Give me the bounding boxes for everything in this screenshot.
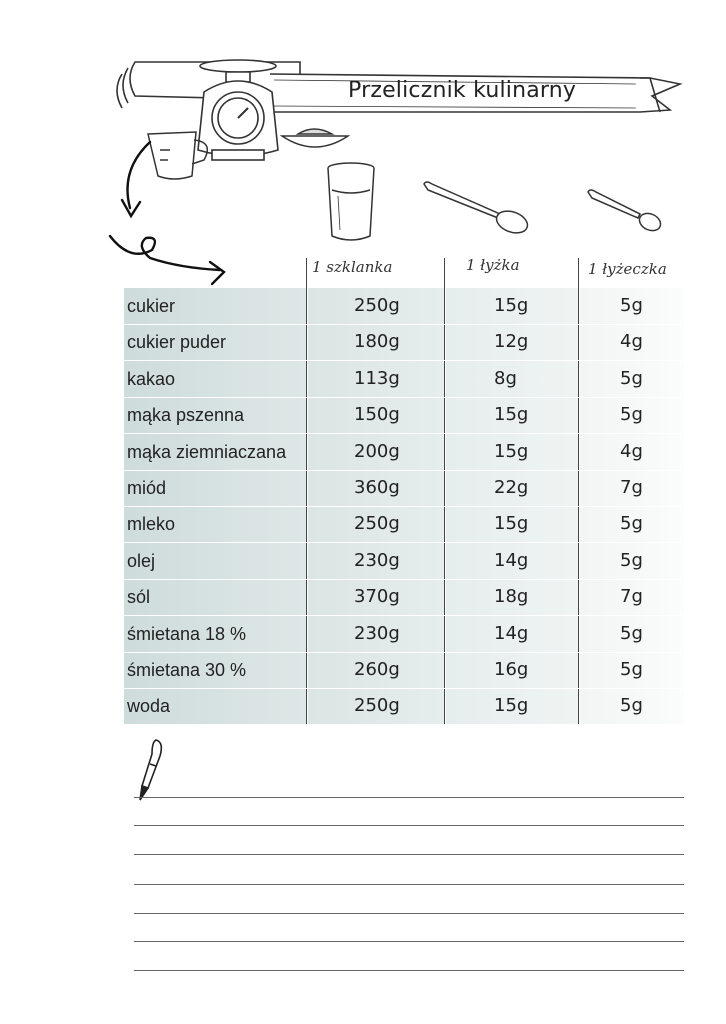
- ingredient-name: mąka ziemniaczana: [127, 441, 287, 462]
- teaspoon-icon: [588, 190, 663, 234]
- glass-value: 250g: [354, 513, 400, 535]
- column-header-glass: 1 szklanka: [312, 258, 393, 276]
- table-row: [124, 288, 684, 325]
- glass-value: 200g: [354, 440, 400, 462]
- table-row: [124, 397, 684, 434]
- table-row: [124, 543, 684, 580]
- note-line: [134, 797, 684, 798]
- ingredient-name: kakao: [127, 368, 176, 389]
- teaspoon-value: 5g: [620, 549, 643, 571]
- note-line: [134, 913, 684, 914]
- ingredient-name: śmietana 30 %: [127, 660, 247, 680]
- table-row: [124, 579, 684, 616]
- note-line: [134, 970, 684, 971]
- spoon-value: 8g: [494, 367, 517, 389]
- ingredient-name: olej: [127, 550, 156, 571]
- ingredient-name: cukier puder: [127, 332, 227, 353]
- notes-area: [134, 760, 684, 990]
- teaspoon-value: 7g: [620, 477, 643, 498]
- spoon-value: 15g: [494, 695, 529, 717]
- spoon-value: 14g: [494, 622, 529, 644]
- table-row: [124, 324, 684, 361]
- glass-value: 230g: [354, 549, 400, 571]
- spoon-value: 18g: [494, 586, 529, 608]
- teaspoon-value: 4g: [620, 440, 643, 462]
- spoon-value: 14g: [494, 549, 529, 571]
- ingredient-name: cukier: [127, 296, 176, 316]
- spoon-value: 22g: [494, 477, 529, 498]
- teaspoon-value: 5g: [620, 659, 643, 680]
- glass-value: 230g: [354, 622, 400, 644]
- table-row: [124, 652, 684, 689]
- column-header-spoon: 1 łyżka: [466, 256, 520, 274]
- note-line: [134, 854, 684, 855]
- note-line: [134, 825, 684, 826]
- page-title: Przelicznik kulinarny: [348, 78, 577, 103]
- glass-value: 113g: [354, 367, 400, 389]
- glass-value: 370g: [354, 586, 400, 608]
- spoon-value: 16g: [494, 659, 529, 680]
- glass-value: 250g: [354, 295, 400, 316]
- glass-value: 150g: [354, 404, 400, 426]
- teaspoon-value: 5g: [620, 695, 643, 717]
- header-illustration: [0, 0, 726, 290]
- teaspoon-value: 5g: [620, 295, 643, 316]
- milk-glass-icon: [328, 163, 374, 240]
- teaspoon-value: 5g: [620, 622, 643, 644]
- table-row: [124, 434, 684, 471]
- note-line: [134, 941, 684, 942]
- spoon-value: 15g: [494, 404, 529, 426]
- spoon-value: 15g: [494, 440, 529, 462]
- ingredient-name: sól: [127, 587, 151, 608]
- teaspoon-value: 7g: [620, 586, 643, 608]
- table-row: [124, 506, 684, 543]
- ingredient-name: mąka pszenna: [127, 405, 245, 426]
- spoon-value: 12g: [494, 331, 529, 353]
- teaspoon-value: 5g: [620, 367, 643, 389]
- table-row: [124, 688, 684, 725]
- note-line: [134, 884, 684, 885]
- ingredient-name: woda: [127, 696, 171, 717]
- tablespoon-icon: [424, 182, 530, 237]
- ingredient-name: śmietana 18 %: [127, 623, 247, 644]
- glass-value: 180g: [354, 331, 400, 353]
- flour-bowl-icon: [282, 129, 348, 147]
- glass-value: 260g: [354, 659, 400, 680]
- teaspoon-value: 5g: [620, 513, 643, 535]
- table-row: [124, 470, 684, 507]
- conversion-table: [124, 288, 684, 724]
- spoon-value: 15g: [494, 295, 529, 316]
- teaspoon-value: 5g: [620, 404, 643, 426]
- glass-value: 360g: [354, 477, 400, 498]
- column-header-teaspoon: 1 łyżeczka: [588, 260, 667, 278]
- spoon-value: 15g: [494, 513, 529, 535]
- ingredient-name: mleko: [127, 514, 176, 535]
- glass-value: 250g: [354, 695, 400, 717]
- table-row: [124, 361, 684, 398]
- table-row: [124, 616, 684, 653]
- ingredient-name: miód: [127, 478, 167, 498]
- teaspoon-value: 4g: [620, 331, 643, 353]
